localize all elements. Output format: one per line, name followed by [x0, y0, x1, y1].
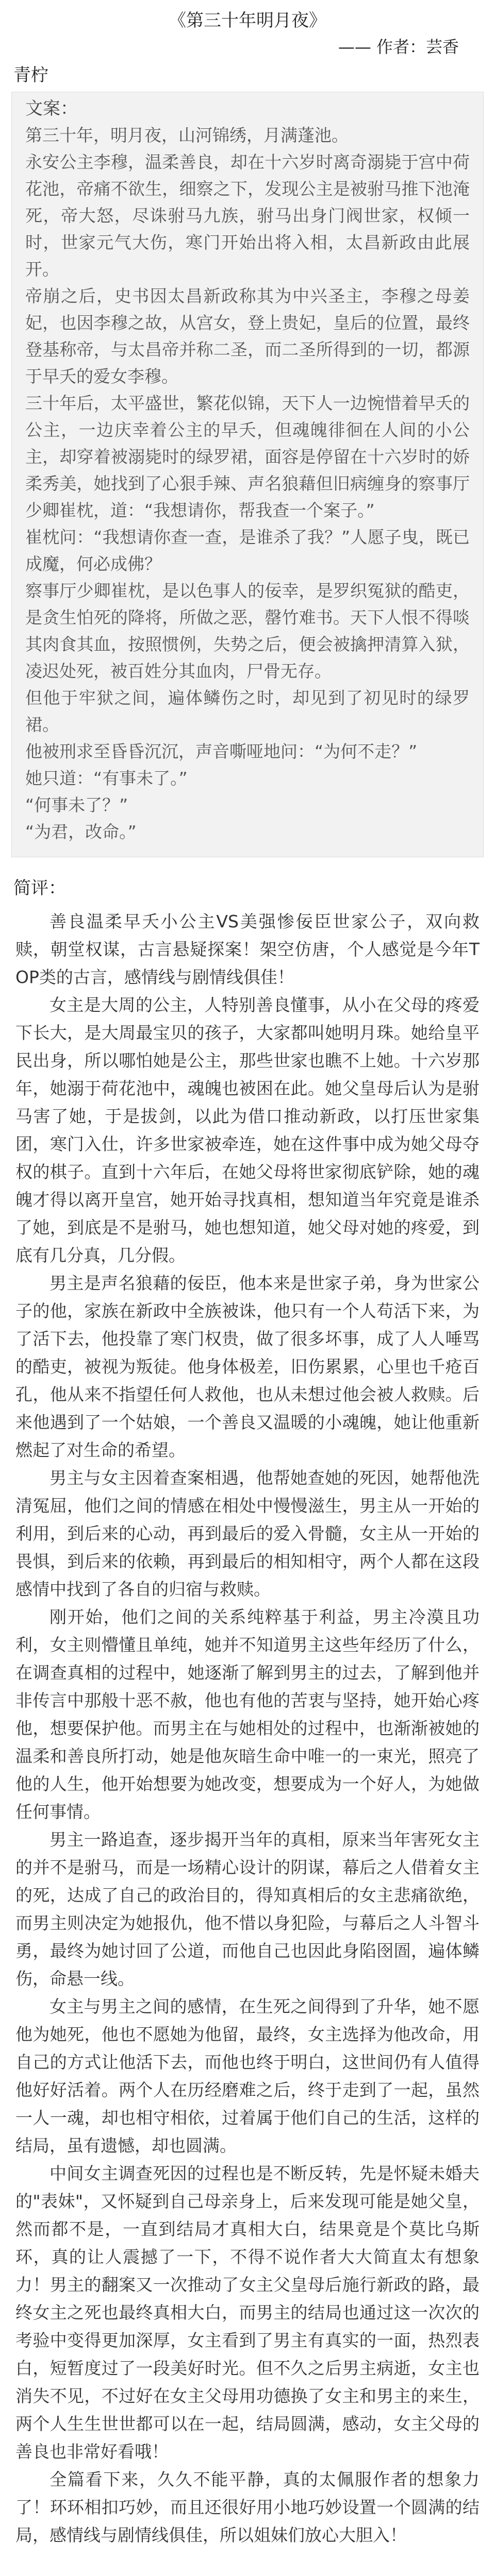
- excerpt-paragraph: 她只道：“有事未了。”: [25, 768, 188, 788]
- book-author: —— 作者：芸香: [338, 37, 459, 57]
- excerpt-section-label: 青柠: [13, 65, 48, 86]
- excerpt-paragraph: 但他于牢狱之间，遍体鳞伤之时，却见到了初见时的绿罗裙。: [25, 688, 470, 735]
- excerpt-paragraph: “何事未了？”: [25, 795, 128, 815]
- review-paragraph: 善良温柔早夭小公主VS美强惨佞臣世家公子，双向救赎，朝堂权谋，古言悬疑探案！架空仿唐，个人感觉是今年TOP类的古言，感情线与剧情线俱佳！: [15, 911, 480, 987]
- excerpt-paragraph: 他被刑求至昏昏沉沉，声音嘶哑地问：“为何不走？”: [25, 741, 418, 761]
- excerpt-paragraph: 三十年后，太平盛世，繁花似锦，天下人一边惋惜着早夭的公主，一边庆幸着公主的早夭，但魂魄徘徊在人间的小公主，却穿着被溺毙时的绿罗裙，面容是停留在十六岁时的娇柔秀美，她找到了心狠手辣、声名狼藉但旧病缠身的察事厅少卿崔枕，道：“我想请你，帮我查一个案子。”: [25, 393, 470, 520]
- review-paragraph: 男主是声名狼藉的佞臣，他本来是世家子弟，身为世家公子的他，家族在新政中全族被诛，他只有一个人苟活下来，为了活下去，他投靠了寒门权贵，做了很多坏事，成了人人唾骂的酷吏，被视为叛徒。他身体极差，旧伤累累，心里也千疮百孔，他从来不指望任何人救他，也从未想过他会被人救赎。后来他遇到了一个姑娘，一个善良又温暖的小魂魄，她让他重新燃起了对生命的希望。: [15, 1273, 480, 1460]
- excerpt-paragraph: 永安公主李穆，温柔善良，却在十六岁时离奇溺毙于宫中荷花池，帝痛不欲生，细察之下，发现公主是被驸马推下池淹死，帝大怒，尽诛驸马九族，驸马出身门阀世家，权倾一时，世家元气大伤，寒门开始出将入相，太昌新政由此展开。: [25, 152, 470, 279]
- review-paragraph: 中间女主调查死因的过程也是不断反转，先是怀疑未婚夫的"表妹"，又怀疑到自己母亲身上，后来发现可能是她父皇，然而都不是，一直到结局才真相大白，结果竟是个莫比乌斯环，真的让人震撼了一下，不得不说作者大大简直太有想象力！男主的翻案又一次推动了女主父皇母后施行新政的路，最终女主之死也最终真相大白，而男主的结局也通过这一次次的考验中变得更加深厚，女主看到了男主有真实的一面，热烈表白，短暂度过了一段美好时光。但不久之后男主病逝，女主也消失不见，不过好在女主父母用功德换了女主和男主的来生，两个人生生世世都可以在一起，结局圆满，感动，女主父母的善良也非常好看哦！: [15, 2163, 480, 2462]
- review-paragraph: 刚开始，他们之间的关系纯粹基于利益，男主冷漠且功利，女主则懵懂且单纯，她并不知道男主这些年经历了什么，在调查真相的过程中，她逐渐了解到男主的过去，了解到他并非传言中那般十恶不赦，他也有他的苦衷与坚持，她开始心疼他，想要保护他。而男主在与她相处的过程中，也渐渐被她的温柔和善良所打动，她是他灰暗生命中唯一的一束光，照亮了他的人生，他开始想要为她改变，想要成为一个好人，为她做任何事情。: [15, 1607, 480, 1822]
- excerpt-paragraph: 察事厅少卿崔枕，是以色事人的佞幸，是罗织冤狱的酷吏，是贪生怕死的降将，所做之恶，罄竹难书。天下人恨不得啖其肉食其血，按照惯例，失势之后，便会被擒押清算入狱，凌迟处死，被百姓分其血肉，尸骨无存。: [25, 581, 470, 681]
- excerpt-paragraph: “为君，改命。”: [25, 822, 137, 842]
- excerpt-box-title: 文案：: [25, 98, 78, 119]
- review-section-label: 简评：: [13, 878, 66, 899]
- review-paragraph: 女主是大周的公主，人特别善良懂事，从小在父母的疼爱下长大，是大周最宝贝的孩子，大家都叫她明月珠。她给皇平民出身，所以哪怕她是公主，那些世家也瞧不上她。十六岁那年，她溺于荷花池中，魂魄也被困在此。她父皇母后认为是驸马害了她，于是拔剑，以此为借口推动新政，以打压世家集团，寒门入仕，许多世家被牵连，她在这件事中成为她父母夺权的棋子。直到十六年后，在她父母将世家彻底铲除，她的魂魄才得以离开皇宫，她开始寻找真相，想知道当年究竟是谁杀了她，到底是不是驸马，她也想知道，她父母对她的疼爱，到底有几分真，几分假。: [15, 995, 480, 1265]
- review-paragraph: 全篇看下来，久久不能平静，真的太佩服作者的想象力了！环环相扣巧妙，而且还很好用小地巧妙设置一个圆满的结局，感情线与剧情线俱佳，所以姐妹们放心大胆入！: [15, 2469, 480, 2545]
- excerpt-paragraph: 帝崩之后，史书因太昌新政称其为中兴圣主，李穆之母姜妃，也因李穆之故，从宫女，登上贵妃，皇后的位置，最终登基称帝，与太昌帝并称二圣，而二圣所得到的一切，都源于早夭的爱女李穆。: [25, 286, 470, 386]
- excerpt-paragraph: 崔枕问：“我想请你查一查，是谁杀了我？”人愿子曳，既已成魔，何必成佛？: [25, 527, 470, 574]
- book-title: 《第三十年明月夜》: [169, 10, 326, 31]
- review-paragraph: 女主与男主之间的感情，在生死之间得到了升华，她不愿他为她死，他也不愿她为他留，最终，女主选择为他改命，用自己的方式让他活下去，而他也终于明白，这世间仍有人值得他好好活着。两个人在历经磨难之后，终于走到了一起，虽然一人一魂，却也相守相依，过着属于他们自己的生活，这样的结局，虽有遗憾，却也圆满。: [15, 1996, 480, 2156]
- excerpt-box: [11, 92, 484, 857]
- review-paragraph: 男主一路追查，逐步揭开当年的真相，原来当年害死女主的并不是驸马，而是一场精心设计的阴谋，幕后之人借着女主的死，达成了自己的政治目的，得知真相后的女主悲痛欲绝，而男主则决定为她报仇，他不惜以身犯险，与幕后之人斗智斗勇，最终为她讨回了公道，而他自己也因此身陷囹圄，遍体鳞伤，命悬一线。: [15, 1829, 480, 1989]
- header: [0, 0, 495, 60]
- review-paragraph: 男主与女主因着查案相遇，他帮她查她的死因，她帮他洗清冤屈，他们之间的情感在相处中慢慢滋生，男主从一开始的利用，到后来的心动，再到最后的爱入骨髓，女主从一开始的畏惧，到后来的依赖，再到最后的相知相守，两个人都在这段感情中找到了各自的归宿与救赎。: [15, 1468, 480, 1599]
- excerpt-paragraph: 第三十年，明月夜，山河锦绣，月满蓬池。: [25, 125, 349, 145]
- excerpt-paragraphs: [25, 122, 470, 845]
- review-paragraphs: [0, 908, 495, 2549]
